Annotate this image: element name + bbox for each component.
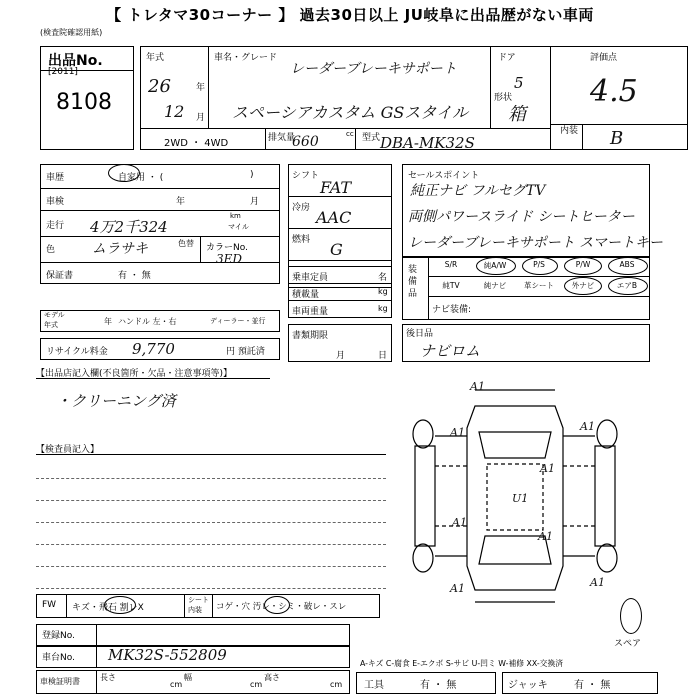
year-value: 26 xyxy=(148,76,171,97)
model-label: 車名・グレード xyxy=(214,53,278,63)
load-label: 積載量 xyxy=(292,290,320,300)
month-value: 12 xyxy=(164,102,185,121)
inspection-label: 車検 xyxy=(46,197,65,207)
fw-circle xyxy=(104,596,136,614)
cert-height: 高さ xyxy=(264,673,280,682)
drive-type: 2WD ・ 4WD xyxy=(164,138,229,149)
eq-abs-circle xyxy=(608,257,648,275)
history-label: 車歴 xyxy=(46,173,65,183)
aircon-value: AAC xyxy=(316,208,352,227)
color-code-value: 3ED xyxy=(216,252,243,266)
rear-items-value: ナビロム xyxy=(420,342,481,360)
spare-tire-icon xyxy=(620,598,642,634)
model-grade: レーダーブレーキサポート xyxy=(290,61,457,77)
shift-label: シフト xyxy=(292,171,320,181)
damage-mark-8: A1 xyxy=(450,582,465,595)
damage-mark-4: A1 xyxy=(540,462,555,475)
fuel-value: G xyxy=(330,240,343,259)
color-value: ムラサキ xyxy=(92,241,148,257)
weight-label: 車両重量 xyxy=(292,307,329,317)
damage-mark-6: A1 xyxy=(452,516,467,529)
fuel-label: 燃料 xyxy=(292,235,311,245)
weight-unit: kg xyxy=(378,304,388,313)
model-year-dealer: ディーラー・並行 xyxy=(210,317,266,325)
mileage-mile: マイル xyxy=(228,223,249,231)
history-close: ) xyxy=(250,170,254,180)
inspector-label: 【検査員記入】 xyxy=(36,445,100,455)
eq-leather: 革シート xyxy=(524,281,554,290)
lot-label: 出品No. xyxy=(48,53,103,69)
damage-mark-3: A1 xyxy=(580,420,595,433)
damage-mark-5: U1 xyxy=(512,492,529,505)
type-label: 型式 xyxy=(362,133,381,143)
registration-row xyxy=(36,624,350,646)
registration-label: 登録No. xyxy=(42,631,75,641)
color-change-label: 色替 xyxy=(178,239,194,248)
equipment-label: 装備品 xyxy=(408,265,418,299)
cert-unit-1: cm xyxy=(170,680,183,689)
jack-label: ジャッキ xyxy=(508,680,548,691)
year-unit: 年 xyxy=(196,83,206,93)
fw-label: FW xyxy=(42,600,57,610)
doors-label: ドア xyxy=(498,53,516,63)
aircon-label: 冷房 xyxy=(292,203,311,213)
docs-label: 書類期限 xyxy=(292,331,329,341)
notes-value: ・クリーニング済 xyxy=(56,392,176,410)
chassis-label: 車台No. xyxy=(42,653,75,663)
cert-length: 長さ xyxy=(100,673,116,682)
score-label: 評価点 xyxy=(590,53,618,63)
sales-line-3: レーダーブレーキサポート スマートキー xyxy=(408,235,663,251)
eq-pw: P/W xyxy=(575,260,591,269)
seat-text: コゲ・穴 汚レ・シミ・破レ・スレ xyxy=(216,602,347,612)
sales-points-label: セールスポイント xyxy=(408,171,480,181)
jack-options: 有 ・ 無 xyxy=(574,680,611,691)
damage-mark-9: A1 xyxy=(590,576,605,589)
score-value: 4.5 xyxy=(590,74,638,109)
eq-pw-circle xyxy=(564,257,602,275)
tools-label: 工具 xyxy=(364,680,384,691)
title-banner: 【 トレタマ30コーナー 】 過去30日以上 JU岐阜に出品歴がない車両 xyxy=(106,6,594,24)
warranty-options: 有 ・ 無 xyxy=(118,271,151,281)
displacement-value: 660 xyxy=(292,134,319,150)
cert-label: 車検証明書 xyxy=(40,677,80,686)
docs-month: 月 xyxy=(336,351,346,361)
lot-number: 8108 xyxy=(56,90,112,115)
type-value: DBA-MK32S xyxy=(380,134,475,152)
year-stamp: [2011] xyxy=(48,67,78,77)
history-options: 自家用 ・ ( xyxy=(118,173,164,183)
model-name: スペーシアカスタム GSスタイル xyxy=(232,103,469,122)
cert-row xyxy=(36,670,350,694)
recycle-unit: 円 預託済 xyxy=(226,347,265,357)
doors-value: 5 xyxy=(514,74,524,92)
interior-value: B xyxy=(610,128,624,149)
tools-options: 有 ・ 無 xyxy=(420,680,457,691)
displacement-label: 排気量 xyxy=(268,133,296,143)
shape-label: 形状 xyxy=(494,93,513,103)
warranty-label: 保証書 xyxy=(46,271,74,281)
notes-label: 【出品店記入欄(不良箇所・欠品・注意事項等)】 xyxy=(36,369,233,379)
load-unit: kg xyxy=(378,287,388,296)
eq-nav-label: ナビ装備: xyxy=(432,305,472,315)
cert-unit-3: cm xyxy=(330,680,343,689)
color-label: 色 xyxy=(46,245,56,255)
recycle-value: 9,770 xyxy=(132,340,175,358)
sales-line-1: 純正ナビ フルセグTV xyxy=(410,183,546,199)
damage-mark-7: A1 xyxy=(538,530,553,543)
model-year-label: モデル年式 xyxy=(44,311,65,329)
cert-unit-2: cm xyxy=(250,680,263,689)
eq-ps: P/S xyxy=(533,260,545,269)
eq-abs: ABS xyxy=(619,260,635,269)
eq-ext-navi: 外ナビ xyxy=(571,281,595,290)
rear-items-label: 後日品 xyxy=(406,329,434,339)
docs-day: 日 xyxy=(378,351,388,361)
damage-mark-2: A1 xyxy=(450,426,465,439)
inspection-month: 月 xyxy=(250,197,260,207)
auction-sheet xyxy=(0,30,700,700)
color-code-label: カラーNo. xyxy=(206,243,248,253)
inspection-year: 年 xyxy=(176,197,186,207)
mileage-label: 走行 xyxy=(46,221,65,231)
mileage-km: km xyxy=(230,212,241,220)
chassis-value: MK32S-552809 xyxy=(108,646,227,664)
eq-aw-circle xyxy=(476,257,516,275)
displacement-unit: cc xyxy=(346,130,354,138)
model-year-handle: ハンドル 左・右 xyxy=(118,317,177,326)
fw-text: キズ・飛石 割レX xyxy=(72,603,144,613)
eq-airbag-circle xyxy=(608,277,648,295)
seat-circle xyxy=(264,596,290,614)
eq-ext-navi-circle xyxy=(564,277,602,295)
sales-line-2: 両側パワースライド シートヒーター xyxy=(408,209,635,225)
eq-ps-circle xyxy=(522,257,558,275)
recycle-label: リサイクル料金 xyxy=(46,347,108,357)
damage-legend: A-キズ C-腐食 E-エクボ S-サビ U-凹ミ W-補修 XX-交換済 xyxy=(360,659,564,668)
eq-sr: S/R xyxy=(444,260,458,269)
shape-value: 箱 xyxy=(508,104,526,125)
capacity-unit: 名 xyxy=(378,273,388,283)
spare-label: スペア xyxy=(614,639,642,649)
shift-value: FAT xyxy=(320,178,352,197)
mileage-value: 4万2千324 xyxy=(90,218,168,236)
month-unit: 月 xyxy=(196,113,206,123)
interior-label: 内装 xyxy=(560,126,579,136)
damage-mark-1: A1 xyxy=(470,380,485,393)
eq-navi: 純ナビ xyxy=(483,281,507,290)
model-year-year: 年 xyxy=(104,317,112,326)
header-fragment: (検査院確認用紙) xyxy=(40,28,103,37)
eq-airbag: エアB xyxy=(616,281,638,290)
history-circle xyxy=(108,164,140,182)
seat-label: シート 内装 xyxy=(188,596,209,614)
capacity-label: 乗車定員 xyxy=(292,273,329,283)
year-label: 年式 xyxy=(146,53,165,63)
eq-tv: 純TV xyxy=(442,281,460,290)
eq-aw: 純A/W xyxy=(483,261,507,270)
cert-width: 幅 xyxy=(184,673,192,682)
